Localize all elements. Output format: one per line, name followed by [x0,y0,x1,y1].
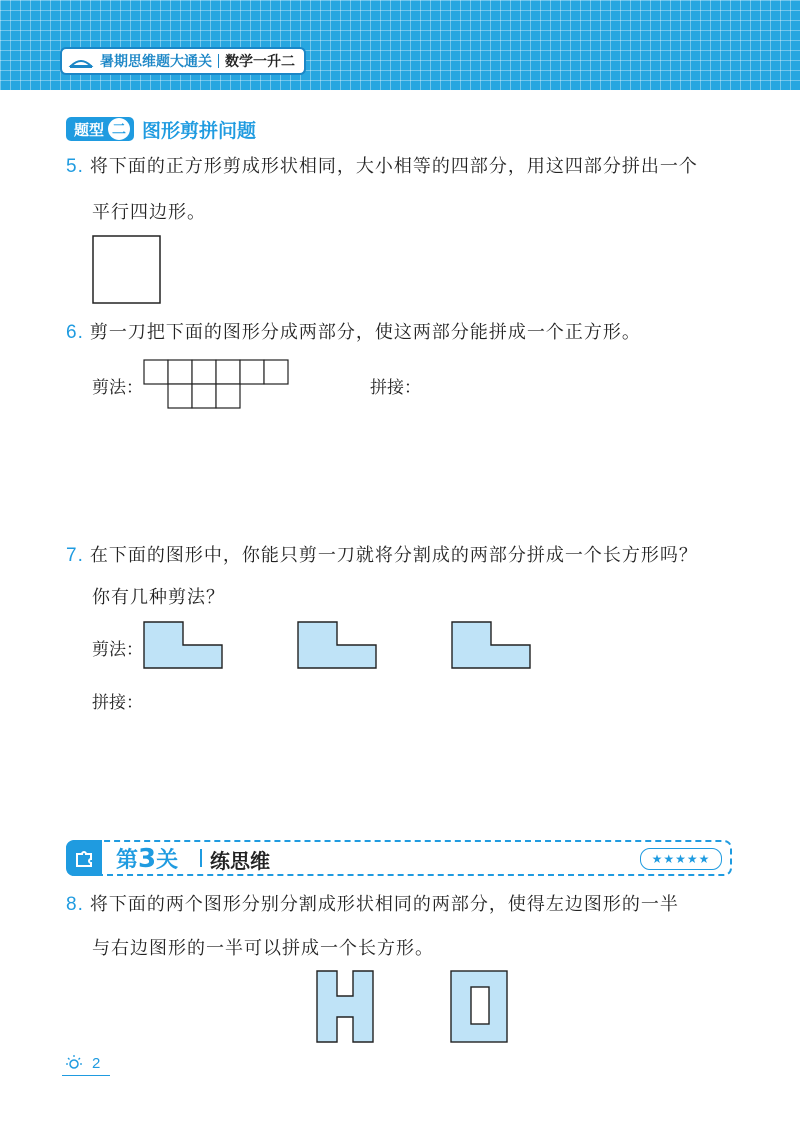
q6-join-label: 拼接： [370,378,421,398]
book-icon [68,52,94,70]
q6-cell [216,360,240,384]
difficulty-stars: ★★★★★ [640,848,722,870]
q7-shape-2 [298,622,376,668]
q8-h-figure [317,971,373,1042]
q7-shape-3 [452,622,530,668]
question-8 [66,894,679,916]
q6-cell [192,360,216,384]
q7-join-label: 拼接： [92,693,143,713]
question-5-number: 5. [66,156,84,177]
q5-square-figure [92,235,162,305]
question-6-number: 6. [66,322,84,343]
q7-cut-label: 剪法： [92,640,143,660]
puzzle-icon [66,840,102,876]
q7-l-shape-1 [143,621,225,671]
q6-cell [168,384,192,408]
level-divider [200,849,202,867]
level-prefix: 第 [116,848,139,873]
question-5-text-cont: 平行四边形。 [92,202,206,223]
q8-o-shape [450,970,510,1044]
q7-shape-1 [144,622,222,668]
sun-icon [62,1053,86,1073]
level-title [116,843,178,874]
q7-l-shape-2 [297,621,379,671]
header-series-title: 暑期思维题大通关 [100,54,212,70]
q6-cell [192,384,216,408]
q8-h-shape [316,970,376,1044]
question-8-number: 8. [66,894,84,915]
header-series-pill [60,47,306,75]
question-7 [66,545,698,567]
q5-square [93,236,160,303]
section-title: 图形剪拼问题 [142,119,257,142]
section-badge-num: 二 [108,118,130,140]
section-heading [66,116,256,142]
q8-o-hole [471,987,489,1024]
q6-cell [144,360,168,384]
top-grid-band [0,0,800,90]
question-8-text: 将下面的两个图形分别分割成形状相同的两部分，使得左边图形的一半 [89,894,679,915]
q6-grid-figure [144,360,290,410]
header-subject: 数学一升二 [225,54,295,70]
section-badge [66,117,134,141]
question-8-text-cont: 与右边图形的一半可以拼成一个长方形。 [92,938,434,959]
q6-cell [168,360,192,384]
question-6 [66,322,641,344]
q6-cell [240,360,264,384]
question-7-text-cont: 你有几种剪法？ [92,587,225,608]
level-number: 3 [138,844,157,874]
q6-cut-label: 剪法： [92,378,143,398]
section-badge-text: 题型 [74,120,105,139]
q7-l-shape-3 [451,621,533,671]
page-number-underline [62,1075,110,1076]
level-suffix: 关 [156,848,179,873]
level-subtitle: 练思维 [210,849,270,873]
question-7-text: 在下面的图形中，你能只剪一刀就将分割成的两部分拼成一个长方形吗？ [89,545,698,566]
question-7-number: 7. [66,545,84,566]
header-divider [218,54,219,68]
question-6-text: 剪一刀把下面的图形分成两部分，使这两部分能拼成一个正方形。 [89,322,641,343]
q6-cell [264,360,288,384]
question-5 [66,156,698,178]
q6-cell [216,384,240,408]
question-5-text: 将下面的正方形剪成形状相同，大小相等的四部分，用这四部分拼出一个 [89,156,698,177]
page-number: 2 [92,1055,101,1072]
